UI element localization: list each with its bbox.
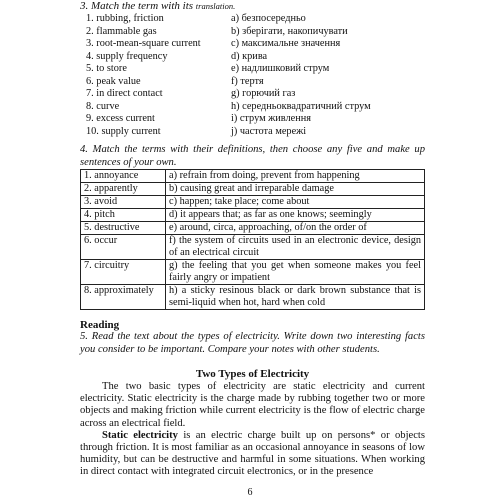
match-row [80,126,440,139]
match-term: 6. peak value [86,75,141,87]
definitions-table [80,169,425,310]
table-term-cell: 4. pitch [81,209,166,222]
match-term: 5. to store [86,63,127,74]
match-row [80,26,440,39]
match-term: 3. root-mean-square current [86,38,201,49]
match-translation: h) середньоквадратичний струм [231,100,371,112]
table-term-cell: 8. approximately [81,285,166,310]
table-row [81,209,425,222]
match-translation: f) тертя [231,75,264,87]
table-definition-cell: c) happen; take place; come about [166,196,425,209]
table-row [81,285,425,310]
match-row [80,63,440,76]
table-row [81,196,425,209]
table-definition-cell: h) a sticky resinous black or dark brown substance that is semi-liquid when hot, hard when cold [166,285,425,310]
match-translation: j) частота мережі [231,125,307,137]
reading-section-title: Reading [80,319,120,331]
match-row [80,13,440,26]
match-row [80,51,440,64]
article-bold-term: Static electricity [102,429,178,441]
table-definition-cell: g) the feeling that you get when someone makes you feel fairly angry or impatient [166,260,425,285]
task3-heading-small: translation. [195,1,236,11]
article-body [80,381,425,479]
match-translation: e) надлишковий струм [231,63,330,74]
match-term: 9. excess current [86,113,155,124]
article-paragraph-1: The two basic types of electricity are static electricity and current electricity. Static electricity is the charge made by rubbing together two or more objects and making friction while current electricity is the flow of electric charge across an electrical field. [80,381,425,429]
table-row [81,170,425,183]
table-term-cell: 2. apparently [81,183,166,196]
match-translation: g) горючий газ [231,88,296,99]
match-translation: b) зберігати, накопичувати [231,25,348,37]
table-row [81,222,425,235]
match-translation: i) струм живлення [231,113,311,124]
article-paragraph-2 [80,430,425,479]
table-row [81,235,425,260]
task3-match-list [80,13,440,138]
table-row [81,260,425,285]
task3-heading-text: 3. Match the term with its [80,0,194,12]
table-term-cell: 7. circuitry [81,260,166,285]
table-definition-cell: e) around, circa, approaching, of/on the order of [166,222,425,235]
match-term: 4. supply frequency [86,50,168,62]
match-row [80,113,440,126]
match-translation: d) крива [231,50,268,62]
table-definition-cell: d) it appears that; as far as one knows; seemingly [166,209,425,222]
match-row [80,76,440,89]
match-row [80,101,440,114]
match-row [80,88,440,101]
page-number: 6 [247,487,253,498]
table-term-cell: 6. occur [81,235,166,260]
table-term-cell: 1. annoyance [81,170,166,183]
task5-heading: 5. Read the text about the types of electricity. Write down two interesting facts you consider to be important. Compare your notes with other students. [80,331,425,355]
task3-heading [80,0,235,13]
table-row [81,183,425,196]
match-term: 10. supply current [86,125,161,137]
table-definition-cell: b) causing great and irreparable damage [166,183,425,196]
table-definition-cell: f) the system of circuits used in an electronic device, design of an electrical circuit [166,235,425,260]
match-term: 8. curve [86,100,120,112]
table-definition-cell: a) refrain from doing, prevent from happening [166,170,425,183]
article-paragraph-2-text: is an electric charge built up on persons* or objects through friction. It is most familiar as an occasional annoyance in seasons of low humidity, but can be destructive and harmful in some situations. When working in direct contact with integrated circuit electronics, or in the presence [80,429,425,478]
match-term: 2. flammable gas [86,25,157,37]
table-term-cell: 3. avoid [81,196,166,209]
match-translation: c) максимальне значення [231,38,341,49]
match-translation: a) безпосередньо [231,13,306,24]
match-row [80,38,440,51]
table-term-cell: 5. destructive [81,222,166,235]
article-title: Two Types of Electricity [195,368,310,380]
task4-heading: 4. Match the terms with their definitions, then choose any five and make up sentences of your own. [80,144,425,168]
match-term: 7. in direct contact [86,88,163,99]
match-term: 1. rubbing, friction [86,13,164,24]
